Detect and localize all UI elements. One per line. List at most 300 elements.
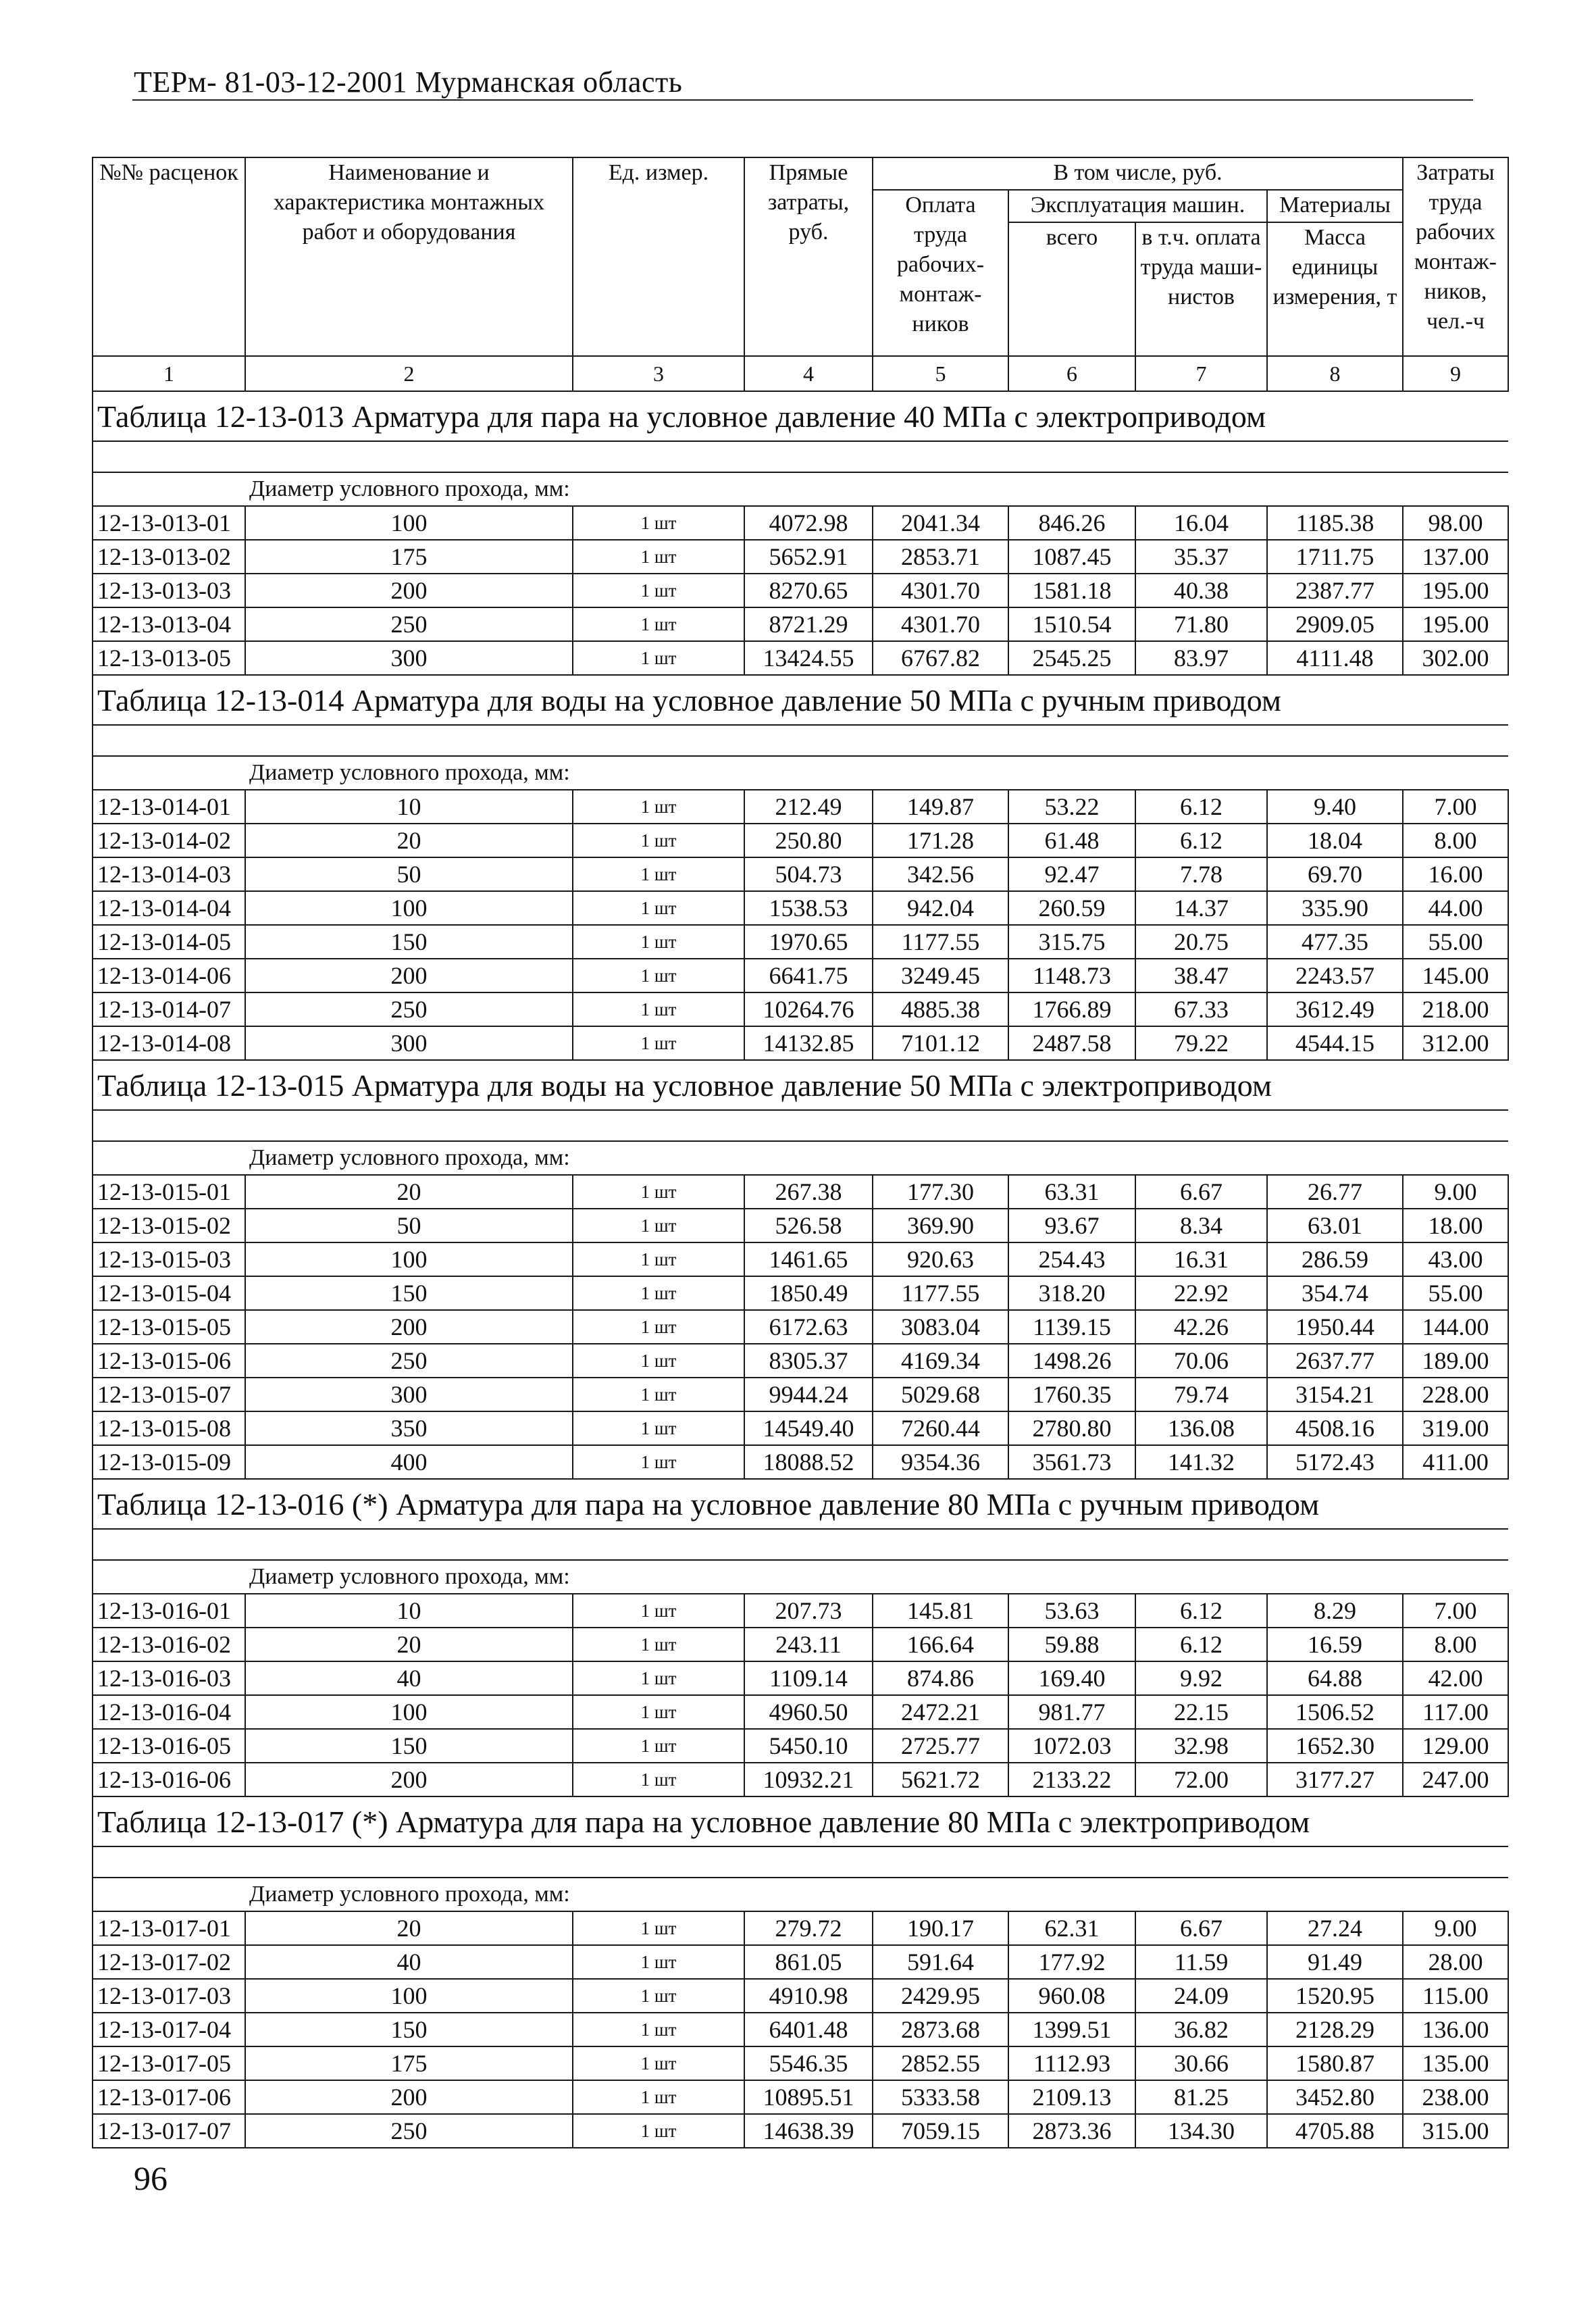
machinist-wages-cell: 40.38 (1135, 574, 1267, 607)
labor-hours-cell: 137.00 (1403, 540, 1508, 574)
machines-total-cell: 1498.26 (1008, 1344, 1135, 1378)
machines-total-cell: 1139.15 (1008, 1310, 1135, 1344)
direct-costs-cell: 526.58 (744, 1209, 873, 1242)
unit-cell: 1 шт (573, 1945, 744, 1979)
wages-cell: 1177.55 (873, 1276, 1008, 1310)
wages-cell: 6767.82 (873, 641, 1008, 675)
materials-cell: 27.24 (1267, 1911, 1403, 1945)
rate-code-cell: 12-13-013-01 (93, 506, 245, 540)
unit-cell: 1 шт (573, 1594, 744, 1628)
wages-cell: 4301.70 (873, 574, 1008, 607)
header-rule (132, 99, 1473, 101)
unit-cell: 1 шт (573, 1175, 744, 1209)
rate-code-cell: 12-13-014-04 (93, 891, 245, 925)
wages-cell: 5621.72 (873, 1763, 1008, 1796)
materials-cell: 5172.43 (1267, 1445, 1403, 1479)
diameter-cell: 300 (245, 641, 573, 675)
materials-cell: 3612.49 (1267, 992, 1403, 1026)
col-header-machines: Эксплуатация машин. (1008, 190, 1267, 222)
labor-hours-cell: 319.00 (1403, 1411, 1508, 1445)
table-caption: Таблица 12-13-017 (*) Арматура для пара на условное давление 80 МПа с электроприводом (93, 1796, 1508, 1846)
diameter-cell: 150 (245, 2013, 573, 2046)
wages-cell: 149.87 (873, 790, 1008, 824)
wages-cell: 7101.12 (873, 1026, 1008, 1060)
unit-cell: 1 шт (573, 1979, 744, 2013)
spacer-row (93, 1846, 1508, 1878)
direct-costs-cell: 4072.98 (744, 506, 873, 540)
materials-cell: 63.01 (1267, 1209, 1403, 1242)
col-header-labor-hours: Затраты труда рабочих монтаж-ников, чел.-ч (1403, 157, 1508, 356)
rate-code-cell: 12-13-014-07 (93, 992, 245, 1026)
materials-cell: 4705.88 (1267, 2114, 1403, 2148)
machinist-wages-cell: 11.59 (1135, 1945, 1267, 1979)
materials-cell: 26.77 (1267, 1175, 1403, 1209)
col-header-name: Наименование и характеристика монтажных работ и оборудования (245, 157, 573, 356)
col-header-unit-mass: Масса единицы измерения, т (1267, 222, 1403, 356)
diameter-cell: 50 (245, 1209, 573, 1242)
unit-cell: 1 шт (573, 1445, 744, 1479)
rate-code-cell: 12-13-015-03 (93, 1242, 245, 1276)
wages-cell: 369.90 (873, 1209, 1008, 1242)
direct-costs-cell: 5546.35 (744, 2046, 873, 2080)
spacer-row (93, 441, 1508, 472)
table-caption: Таблица 12-13-013 Арматура для пара на условное давление 40 МПа с электроприводом (93, 391, 1508, 441)
unit-cell: 1 шт (573, 1911, 744, 1945)
subheader-blank (93, 756, 245, 790)
machinist-wages-cell: 14.37 (1135, 891, 1267, 925)
subheader-blank (93, 472, 245, 506)
column-number: 3 (573, 356, 744, 391)
table-caption-row (93, 391, 1508, 441)
rate-code-cell: 12-13-017-02 (93, 1945, 245, 1979)
machinist-wages-cell: 79.74 (1135, 1378, 1267, 1411)
table-row (93, 1276, 1508, 1310)
machinist-wages-cell: 79.22 (1135, 1026, 1267, 1060)
page-number: 96 (134, 2159, 168, 2197)
table-row (93, 1411, 1508, 1445)
materials-cell: 64.88 (1267, 1661, 1403, 1695)
direct-costs-cell: 4910.98 (744, 1979, 873, 2013)
wages-cell: 5333.58 (873, 2080, 1008, 2114)
direct-costs-cell: 207.73 (744, 1594, 873, 1628)
machinist-wages-cell: 6.67 (1135, 1175, 1267, 1209)
table-row (93, 2114, 1508, 2148)
machinist-wages-cell: 71.80 (1135, 607, 1267, 641)
table-row (93, 857, 1508, 891)
diameter-cell: 200 (245, 1310, 573, 1344)
table-row (93, 1594, 1508, 1628)
machinist-wages-cell: 16.31 (1135, 1242, 1267, 1276)
machines-total-cell: 846.26 (1008, 506, 1135, 540)
machines-total-cell: 1087.45 (1008, 540, 1135, 574)
spacer-cell (93, 725, 1508, 756)
diameter-cell: 200 (245, 1763, 573, 1796)
unit-cell: 1 шт (573, 959, 744, 992)
column-number: 4 (744, 356, 873, 391)
diameter-cell: 10 (245, 1594, 573, 1628)
table-row (93, 891, 1508, 925)
table-row (93, 2046, 1508, 2080)
diameter-cell: 250 (245, 2114, 573, 2148)
column-number: 9 (1403, 356, 1508, 391)
machines-total-cell: 2873.36 (1008, 2114, 1135, 2148)
labor-hours-cell: 189.00 (1403, 1344, 1508, 1378)
unit-cell: 1 шт (573, 2114, 744, 2148)
unit-cell: 1 шт (573, 2013, 744, 2046)
wages-cell: 2873.68 (873, 2013, 1008, 2046)
materials-cell: 91.49 (1267, 1945, 1403, 1979)
table-caption-row (93, 1060, 1508, 1110)
diameter-subheader-row (93, 1141, 1508, 1175)
unit-cell: 1 шт (573, 824, 744, 857)
machinist-wages-cell: 22.15 (1135, 1695, 1267, 1729)
labor-hours-cell: 98.00 (1403, 506, 1508, 540)
table-row (93, 1763, 1508, 1796)
machinist-wages-cell: 67.33 (1135, 992, 1267, 1026)
diameter-subheader-row (93, 756, 1508, 790)
machines-total-cell: 59.88 (1008, 1628, 1135, 1661)
wages-cell: 2041.34 (873, 506, 1008, 540)
labor-hours-cell: 145.00 (1403, 959, 1508, 992)
labor-hours-cell: 44.00 (1403, 891, 1508, 925)
table-row (93, 1911, 1508, 1945)
spacer-row (93, 1110, 1508, 1141)
direct-costs-cell: 1970.65 (744, 925, 873, 959)
machinist-wages-cell: 36.82 (1135, 2013, 1267, 2046)
wages-cell: 145.81 (873, 1594, 1008, 1628)
table-caption-row (93, 675, 1508, 725)
direct-costs-cell: 18088.52 (744, 1445, 873, 1479)
rate-code-cell: 12-13-015-08 (93, 1411, 245, 1445)
rate-code-cell: 12-13-017-06 (93, 2080, 245, 2114)
rate-code-cell: 12-13-017-07 (93, 2114, 245, 2148)
direct-costs-cell: 212.49 (744, 790, 873, 824)
materials-cell: 3177.27 (1267, 1763, 1403, 1796)
machines-total-cell: 3561.73 (1008, 1445, 1135, 1479)
rate-code-cell: 12-13-016-05 (93, 1729, 245, 1763)
col-header-code: №№ расценок (93, 157, 245, 356)
wages-cell: 1177.55 (873, 925, 1008, 959)
diameter-cell: 20 (245, 1628, 573, 1661)
rate-code-cell: 12-13-015-07 (93, 1378, 245, 1411)
unit-cell: 1 шт (573, 2080, 744, 2114)
diameter-cell: 40 (245, 1661, 573, 1695)
wages-cell: 4885.38 (873, 992, 1008, 1026)
materials-cell: 8.29 (1267, 1594, 1403, 1628)
table-row (93, 1344, 1508, 1378)
unit-cell: 1 шт (573, 1310, 744, 1344)
unit-cell: 1 шт (573, 1209, 744, 1242)
table-caption: Таблица 12-13-015 Арматура для воды на условное давление 50 МПа с электроприводом (93, 1060, 1508, 1110)
spacer-cell (93, 1110, 1508, 1141)
table-row (93, 574, 1508, 607)
machines-total-cell: 63.31 (1008, 1175, 1135, 1209)
table-row (93, 1661, 1508, 1695)
unit-cell: 1 шт (573, 1411, 744, 1445)
machinist-wages-cell: 30.66 (1135, 2046, 1267, 2080)
machinist-wages-cell: 22.92 (1135, 1276, 1267, 1310)
col-header-wages: Оплата труда рабочих-монтаж-ников (873, 190, 1008, 356)
unit-cell: 1 шт (573, 1763, 744, 1796)
table-row (93, 2080, 1508, 2114)
wages-cell: 2853.71 (873, 540, 1008, 574)
labor-hours-cell: 9.00 (1403, 1911, 1508, 1945)
table-row (93, 1310, 1508, 1344)
diameter-cell: 20 (245, 1911, 573, 1945)
labor-hours-cell: 42.00 (1403, 1661, 1508, 1695)
wages-cell: 2472.21 (873, 1695, 1008, 1729)
table-caption: Таблица 12-13-016 (*) Арматура для пара на условное давление 80 МПа с ручным приводом (93, 1479, 1508, 1529)
subheader-blank (93, 1141, 245, 1175)
unit-cell: 1 шт (573, 1729, 744, 1763)
unit-cell: 1 шт (573, 1661, 744, 1695)
machines-total-cell: 1760.35 (1008, 1378, 1135, 1411)
table-row (93, 1695, 1508, 1729)
wages-cell: 3249.45 (873, 959, 1008, 992)
machines-total-cell: 960.08 (1008, 1979, 1135, 2013)
wages-cell: 591.64 (873, 1945, 1008, 1979)
diameter-subheader: Диаметр условного прохода, мм: (245, 1560, 1508, 1594)
direct-costs-cell: 5652.91 (744, 540, 873, 574)
direct-costs-cell: 504.73 (744, 857, 873, 891)
unit-cell: 1 шт (573, 607, 744, 641)
direct-costs-cell: 1461.65 (744, 1242, 873, 1276)
labor-hours-cell: 302.00 (1403, 641, 1508, 675)
rate-code-cell: 12-13-013-03 (93, 574, 245, 607)
materials-cell: 4508.16 (1267, 1411, 1403, 1445)
machines-total-cell: 2133.22 (1008, 1763, 1135, 1796)
rate-code-cell: 12-13-017-04 (93, 2013, 245, 2046)
labor-hours-cell: 144.00 (1403, 1310, 1508, 1344)
col-header-direct-costs: Прямые затраты, руб. (744, 157, 873, 356)
materials-cell: 2387.77 (1267, 574, 1403, 607)
diameter-cell: 175 (245, 540, 573, 574)
wages-cell: 342.56 (873, 857, 1008, 891)
column-number: 8 (1267, 356, 1403, 391)
document-header: ТЕРм- 81-03-12-2001 Мурманская область (134, 66, 683, 99)
rate-code-cell: 12-13-015-01 (93, 1175, 245, 1209)
machinist-wages-cell: 141.32 (1135, 1445, 1267, 1479)
materials-cell: 1950.44 (1267, 1310, 1403, 1344)
direct-costs-cell: 14132.85 (744, 1026, 873, 1060)
machinist-wages-cell: 8.34 (1135, 1209, 1267, 1242)
diameter-cell: 250 (245, 607, 573, 641)
labor-hours-cell: 411.00 (1403, 1445, 1508, 1479)
machines-total-cell: 1112.93 (1008, 2046, 1135, 2080)
machinist-wages-cell: 20.75 (1135, 925, 1267, 959)
machines-total-cell: 1581.18 (1008, 574, 1135, 607)
materials-cell: 4111.48 (1267, 641, 1403, 675)
diameter-subheader-row (93, 1878, 1508, 1911)
materials-cell: 69.70 (1267, 857, 1403, 891)
rate-code-cell: 12-13-016-04 (93, 1695, 245, 1729)
table-row (93, 1175, 1508, 1209)
table-row (93, 506, 1508, 540)
materials-cell: 335.90 (1267, 891, 1403, 925)
machines-total-cell: 260.59 (1008, 891, 1135, 925)
materials-cell: 1652.30 (1267, 1729, 1403, 1763)
direct-costs-cell: 861.05 (744, 1945, 873, 1979)
machinist-wages-cell: 6.12 (1135, 1628, 1267, 1661)
subheader-blank (93, 1878, 245, 1911)
rate-code-cell: 12-13-013-05 (93, 641, 245, 675)
table-row (93, 2013, 1508, 2046)
table-row (93, 1026, 1508, 1060)
direct-costs-cell: 6172.63 (744, 1310, 873, 1344)
rate-code-cell: 12-13-014-02 (93, 824, 245, 857)
wages-cell: 5029.68 (873, 1378, 1008, 1411)
diameter-cell: 100 (245, 891, 573, 925)
labor-hours-cell: 218.00 (1403, 992, 1508, 1026)
labor-hours-cell: 8.00 (1403, 824, 1508, 857)
wages-cell: 171.28 (873, 824, 1008, 857)
rate-code-cell: 12-13-016-01 (93, 1594, 245, 1628)
unit-cell: 1 шт (573, 790, 744, 824)
diameter-cell: 100 (245, 1242, 573, 1276)
labor-hours-cell: 195.00 (1403, 607, 1508, 641)
labor-hours-cell: 312.00 (1403, 1026, 1508, 1060)
direct-costs-cell: 6641.75 (744, 959, 873, 992)
col-header-group: В том числе, руб. (873, 157, 1403, 190)
column-number: 2 (245, 356, 573, 391)
machinist-wages-cell: 16.04 (1135, 506, 1267, 540)
machines-total-cell: 2109.13 (1008, 2080, 1135, 2114)
machines-total-cell: 1766.89 (1008, 992, 1135, 1026)
diameter-cell: 150 (245, 925, 573, 959)
labor-hours-cell: 136.00 (1403, 2013, 1508, 2046)
machinist-wages-cell: 136.08 (1135, 1411, 1267, 1445)
wages-cell: 177.30 (873, 1175, 1008, 1209)
labor-hours-cell: 117.00 (1403, 1695, 1508, 1729)
diameter-cell: 250 (245, 1344, 573, 1378)
wages-cell: 920.63 (873, 1242, 1008, 1276)
unit-cell: 1 шт (573, 857, 744, 891)
machines-total-cell: 315.75 (1008, 925, 1135, 959)
materials-cell: 3452.80 (1267, 2080, 1403, 2114)
diameter-cell: 100 (245, 1979, 573, 2013)
table-row (93, 992, 1508, 1026)
machines-total-cell: 2487.58 (1008, 1026, 1135, 1060)
direct-costs-cell: 8721.29 (744, 607, 873, 641)
spacer-cell (93, 1846, 1508, 1878)
direct-costs-cell: 4960.50 (744, 1695, 873, 1729)
spacer-cell (93, 441, 1508, 472)
machinist-wages-cell: 83.97 (1135, 641, 1267, 675)
diameter-cell: 40 (245, 1945, 573, 1979)
table-caption: Таблица 12-13-014 Арматура для воды на условное давление 50 МПа с ручным приводом (93, 675, 1508, 725)
diameter-subheader-row (93, 472, 1508, 506)
machines-total-cell: 93.67 (1008, 1209, 1135, 1242)
materials-cell: 3154.21 (1267, 1378, 1403, 1411)
rate-code-cell: 12-13-015-06 (93, 1344, 245, 1378)
materials-cell: 2128.29 (1267, 2013, 1403, 2046)
table-row (93, 607, 1508, 641)
labor-hours-cell: 7.00 (1403, 1594, 1508, 1628)
wages-cell: 190.17 (873, 1911, 1008, 1945)
unit-cell: 1 шт (573, 641, 744, 675)
labor-hours-cell: 28.00 (1403, 1945, 1508, 1979)
table-row (93, 1378, 1508, 1411)
rate-code-cell: 12-13-016-03 (93, 1661, 245, 1695)
labor-hours-cell: 315.00 (1403, 2114, 1508, 2148)
diameter-cell: 200 (245, 2080, 573, 2114)
wages-cell: 4169.34 (873, 1344, 1008, 1378)
direct-costs-cell: 267.38 (744, 1175, 873, 1209)
spacer-cell (93, 1529, 1508, 1560)
spacer-row (93, 1529, 1508, 1560)
direct-costs-cell: 5450.10 (744, 1729, 873, 1763)
direct-costs-cell: 1109.14 (744, 1661, 873, 1695)
direct-costs-cell: 6401.48 (744, 2013, 873, 2046)
diameter-subheader: Диаметр условного прохода, мм: (245, 1878, 1508, 1911)
machinist-wages-cell: 6.12 (1135, 1594, 1267, 1628)
labor-hours-cell: 55.00 (1403, 1276, 1508, 1310)
labor-hours-cell: 247.00 (1403, 1763, 1508, 1796)
machines-total-cell: 169.40 (1008, 1661, 1135, 1695)
labor-hours-cell: 16.00 (1403, 857, 1508, 891)
diameter-cell: 150 (245, 1276, 573, 1310)
direct-costs-cell: 9944.24 (744, 1378, 873, 1411)
direct-costs-cell: 1850.49 (744, 1276, 873, 1310)
column-numbers-row (93, 356, 1508, 391)
unit-cell: 1 шт (573, 1026, 744, 1060)
diameter-cell: 100 (245, 506, 573, 540)
materials-cell: 9.40 (1267, 790, 1403, 824)
direct-costs-cell: 8305.37 (744, 1344, 873, 1378)
table-caption-row (93, 1796, 1508, 1846)
machines-total-cell: 318.20 (1008, 1276, 1135, 1310)
table-row (93, 1628, 1508, 1661)
materials-cell: 18.04 (1267, 824, 1403, 857)
materials-cell: 354.74 (1267, 1276, 1403, 1310)
machinist-wages-cell: 35.37 (1135, 540, 1267, 574)
materials-cell: 2637.77 (1267, 1344, 1403, 1378)
labor-hours-cell: 135.00 (1403, 2046, 1508, 2080)
machinist-wages-cell: 6.67 (1135, 1911, 1267, 1945)
diameter-cell: 300 (245, 1378, 573, 1411)
table-row (93, 925, 1508, 959)
machines-total-cell: 1148.73 (1008, 959, 1135, 992)
machines-total-cell: 254.43 (1008, 1242, 1135, 1276)
machinist-wages-cell: 7.78 (1135, 857, 1267, 891)
machines-total-cell: 1399.51 (1008, 2013, 1135, 2046)
unit-cell: 1 шт (573, 992, 744, 1026)
table-row (93, 1979, 1508, 2013)
table-row (93, 1209, 1508, 1242)
diameter-cell: 400 (245, 1445, 573, 1479)
materials-cell: 16.59 (1267, 1628, 1403, 1661)
labor-hours-cell: 9.00 (1403, 1175, 1508, 1209)
rate-code-cell: 12-13-015-09 (93, 1445, 245, 1479)
diameter-subheader: Диаметр условного прохода, мм: (245, 1141, 1508, 1175)
rate-code-cell: 12-13-013-04 (93, 607, 245, 641)
diameter-cell: 20 (245, 824, 573, 857)
unit-cell: 1 шт (573, 1378, 744, 1411)
unit-cell: 1 шт (573, 540, 744, 574)
diameter-subheader-row (93, 1560, 1508, 1594)
rate-code-cell: 12-13-017-01 (93, 1911, 245, 1945)
rate-code-cell: 12-13-016-02 (93, 1628, 245, 1661)
wages-cell: 2852.55 (873, 2046, 1008, 2080)
table-row (93, 790, 1508, 824)
materials-cell: 2909.05 (1267, 607, 1403, 641)
wages-cell: 7059.15 (873, 2114, 1008, 2148)
unit-cell: 1 шт (573, 1628, 744, 1661)
rate-code-cell: 12-13-015-02 (93, 1209, 245, 1242)
unit-cell: 1 шт (573, 925, 744, 959)
diameter-cell: 350 (245, 1411, 573, 1445)
materials-cell: 1711.75 (1267, 540, 1403, 574)
